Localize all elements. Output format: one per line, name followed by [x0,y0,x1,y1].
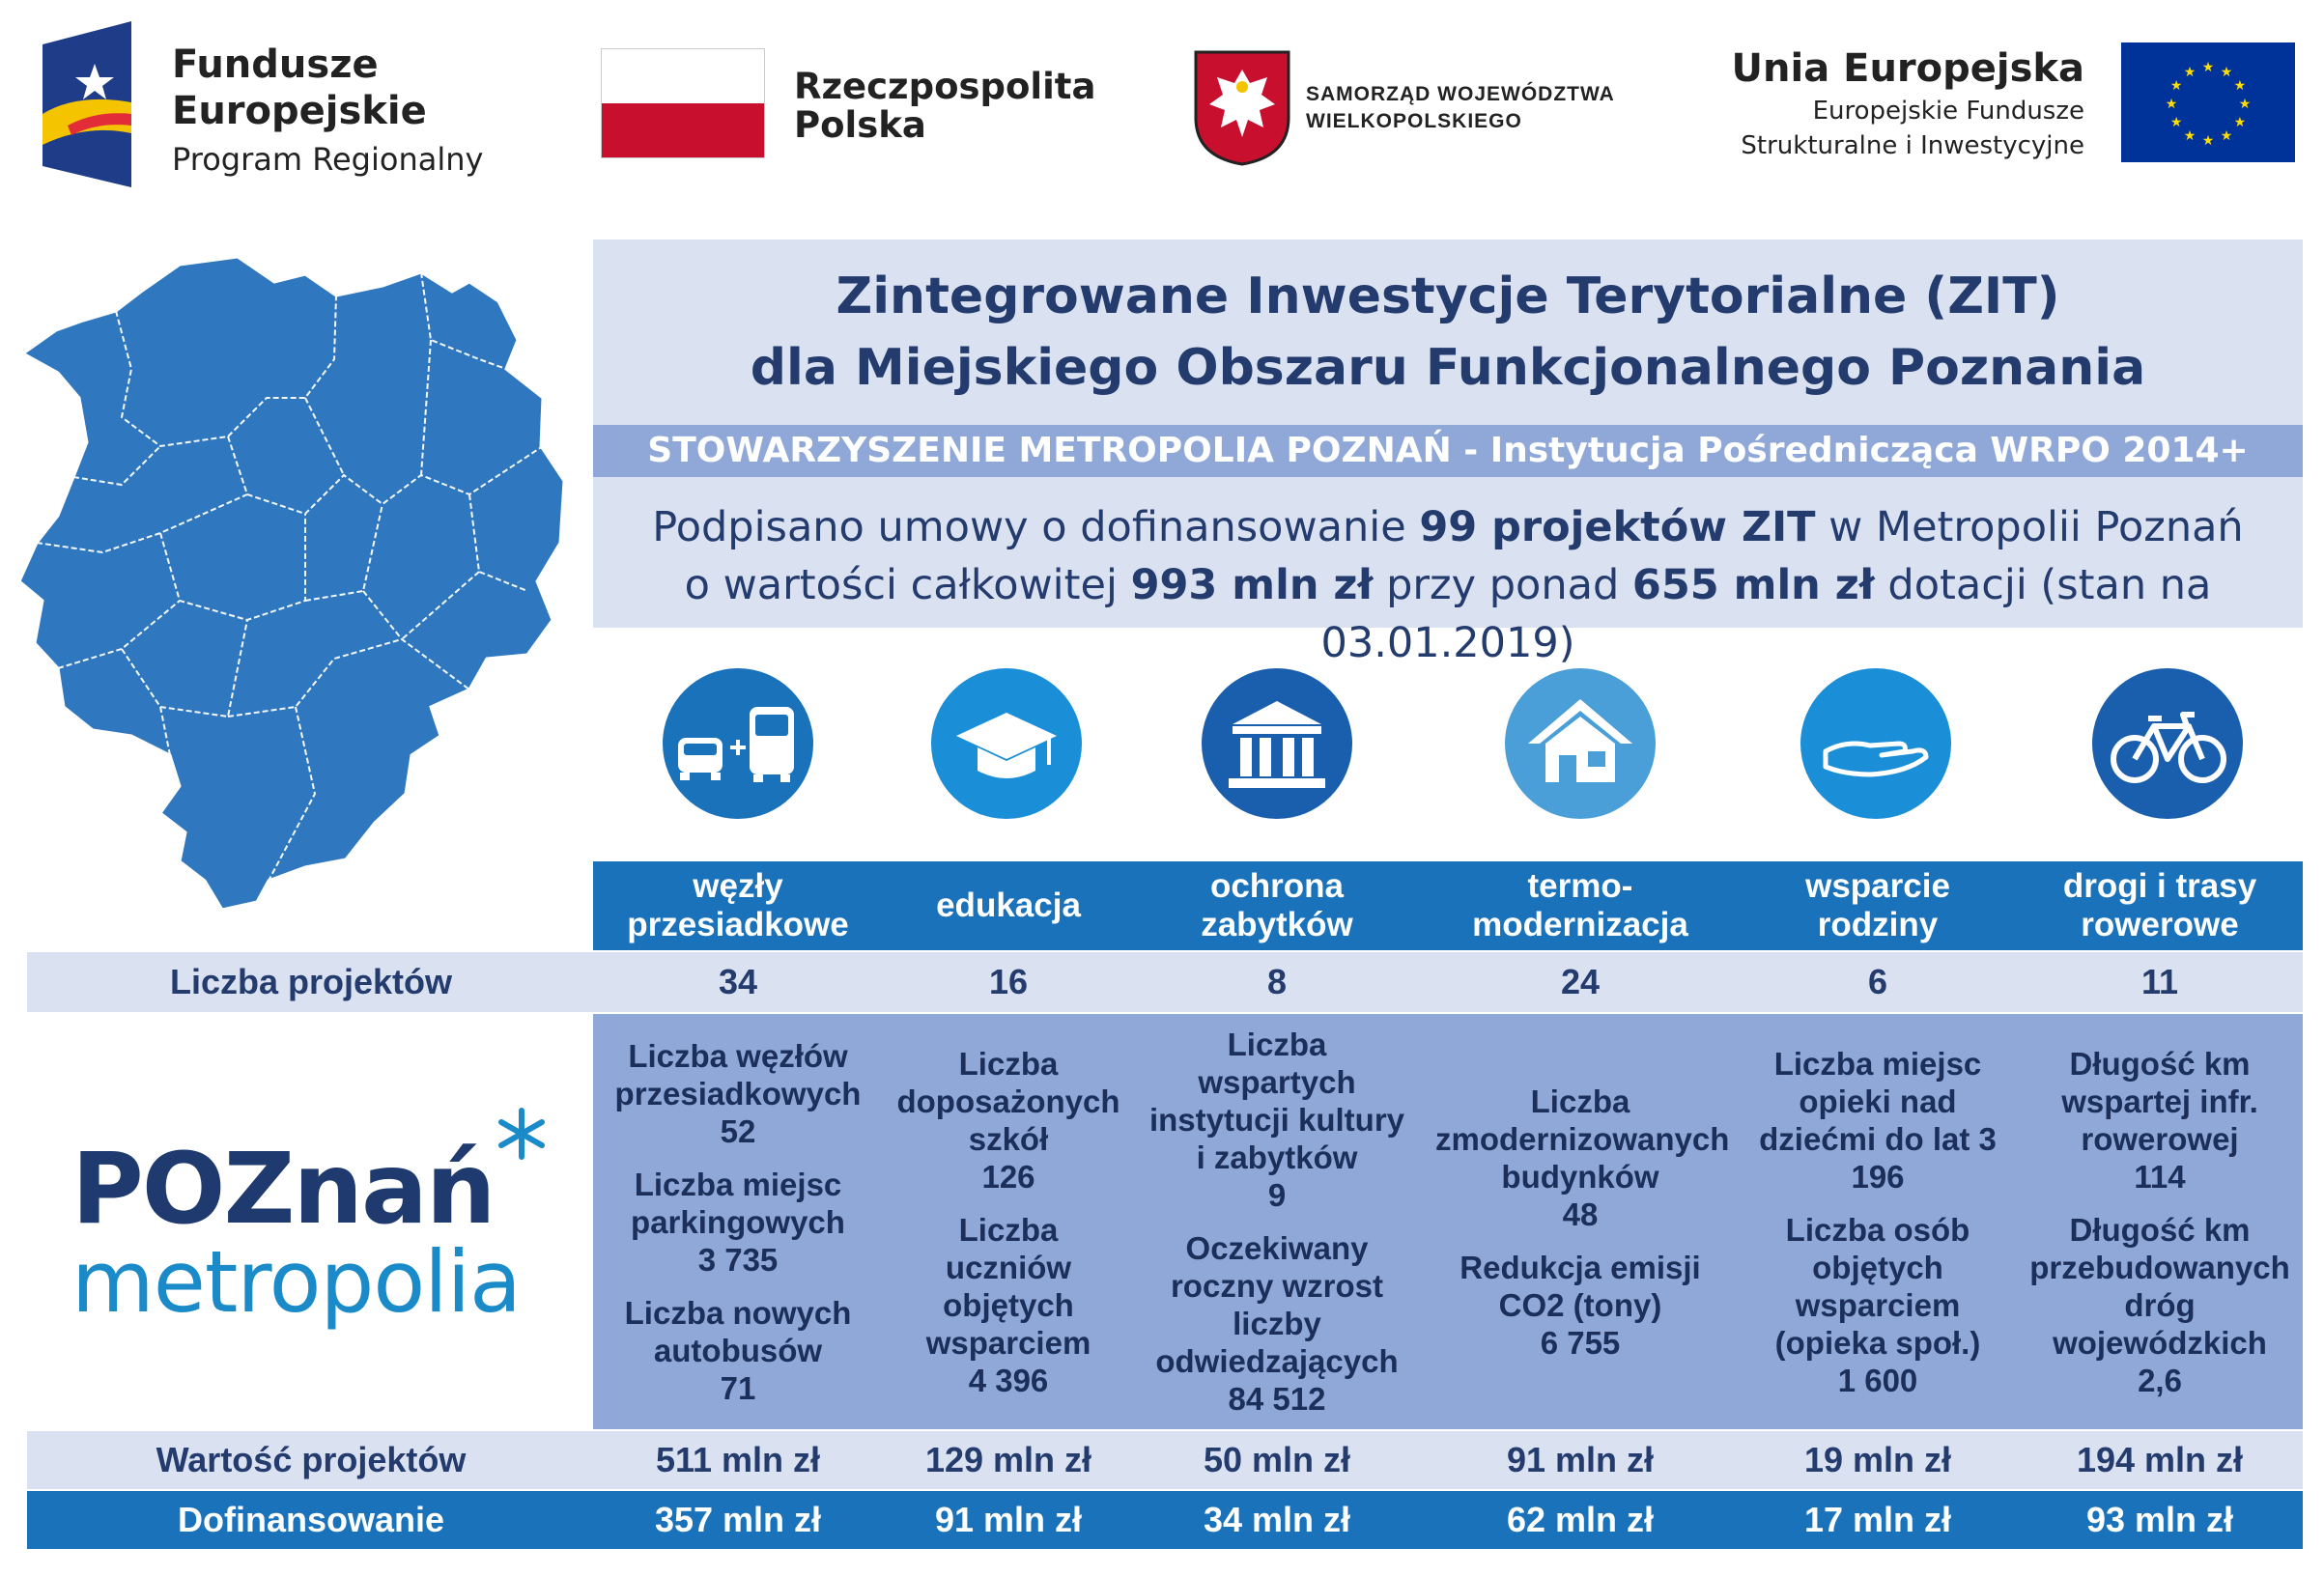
category-label-line1: wsparcie [1805,867,1950,905]
indicator-label: wsparciem [925,1324,1091,1361]
indicator-label: wspartej infr. [2061,1083,2258,1119]
fe-program-line: Program Regionalny [172,141,484,178]
indicator-label: odwiedzających [1155,1343,1399,1379]
eu-star-icon: ★ [2169,114,2183,129]
indicator-value: 9 [1267,1177,1287,1213]
indicator-label: zmodernizowanych [1435,1120,1730,1157]
project-value: 194 mln zł [2076,1440,2244,1479]
asterisk-icon [495,1107,549,1161]
indicator-cell [2015,1014,2305,1429]
indicator-label: uczniów [945,1249,1072,1285]
eu-star-icon: ★ [2201,59,2215,74]
summary-part-d: o wartości całkowitej [684,561,1131,609]
fundusze-europejskie-logo [39,17,135,191]
indicator-value: 2,6 [2138,1362,2182,1398]
eu-star-icon: ★ [2165,96,2178,111]
eu-star-icon: ★ [2220,127,2233,143]
project-count: 6 [1867,962,1888,1001]
category-label-line2: modernizacja [1472,906,1688,943]
indicator-label: Liczba [958,1045,1059,1082]
indicator-cell [593,1014,883,1429]
indicator-label: rowerowej [2081,1120,2239,1157]
indicator-label: budynków [1501,1158,1659,1195]
summary-total-value: 993 mln zł [1130,561,1374,609]
category-label [936,886,1081,925]
bicycle-icon [2090,666,2245,821]
eu-star-icon: ★ [2233,77,2247,93]
category-label-line2: rodziny [1817,906,1939,943]
eu-star-icon: ★ [2169,77,2183,93]
indicator-label: wspartych [1198,1064,1356,1100]
category-header-6 [2025,861,2295,950]
project-value: 511 mln zł [655,1440,821,1479]
indicator-label: Oczekiwany [1185,1230,1369,1266]
indicator-block [593,1166,883,1279]
project-count: 16 [988,962,1029,1001]
count-row-label: Liczba projektów [169,962,453,1001]
museum-icon [1200,666,1354,821]
indicator-label: Liczba [1227,1027,1327,1062]
indicator-label: Liczba [958,1211,1059,1248]
indicator-label: liczby [1233,1306,1321,1341]
indicator-block [1733,1211,2023,1399]
indicator-value: 52 [720,1112,756,1149]
metropolis-map [15,253,576,919]
eu-star-icon: ★ [2183,64,2196,80]
summary-grant-value: 655 mln zł [1631,561,1875,609]
indicator-cell [1733,1014,2023,1429]
indicator-block [1733,1045,2023,1196]
rp-name-line2: Polska [794,104,926,146]
indicator-label: przebudowanych [2029,1249,2290,1285]
project-value: 91 mln zł [1506,1440,1655,1479]
fe-name-line2: Europejskie [172,89,427,133]
indicator-block [593,1294,883,1407]
indicator-value: 1 600 [1837,1362,1918,1398]
transfer-hub-icon [661,666,815,821]
indicator-label: roczny wzrost [1170,1268,1384,1304]
category-label-line2: przesiadkowe [627,906,849,943]
funding-row-label: Dofinansowanie [177,1500,445,1539]
samorzad-line1: SAMORZĄD WOJEWÓDZTWA [1306,83,1615,105]
indicator-value: 4 396 [968,1362,1049,1398]
fe-name-line1: Fundusze [172,42,379,87]
eu-flag-icon [2121,42,2295,162]
ue-name-line3: Strukturalne i Inwestycyjne [1741,131,2084,160]
indicator-block [1435,1249,1725,1362]
eu-star-icon: ★ [2238,96,2252,111]
indicator-label: instytucji kultury [1148,1102,1405,1138]
indicator-label: i zabytków [1196,1140,1358,1175]
category-label-line2: rowerowe [2081,906,2239,943]
subtitle-strip-text: STOWARZYSZENIE METROPOLIA POZNAŃ - Instytucja Pośrednicząca WRPO 2014+ [647,431,2249,470]
indicator-label: Liczba węzłów [628,1037,848,1074]
graduation-cap-icon [929,666,1084,821]
category-label-line1: ochrona [1209,867,1345,905]
category-label-line1: drogi i trasy [2062,867,2257,905]
category-label-line1: edukacja [936,886,1081,924]
summary-text [593,498,2303,672]
indicator-label: szkół [968,1120,1049,1157]
indicator-value: 6 755 [1540,1324,1621,1361]
category-label [627,867,849,944]
project-count: 8 [1266,962,1288,1001]
indicator-block [864,1211,1153,1399]
project-funding: 91 mln zł [934,1500,1083,1539]
project-count: 34 [718,962,758,1001]
value-row-label: Wartość projektów [156,1440,467,1479]
polish-flag-icon [601,48,765,158]
project-funding: 62 mln zł [1506,1500,1655,1539]
category-header-1 [603,861,873,950]
category-header-5 [1743,861,2013,950]
indicator-label: Liczba [1530,1083,1630,1119]
page-title [593,261,2303,404]
indicator-label: (opieka społ.) [1774,1324,1981,1361]
indicator-value: 48 [1562,1196,1599,1232]
summary-part-f: przy ponad [1373,561,1632,609]
project-count: 24 [1560,962,1601,1001]
project-value: 129 mln zł [924,1440,1092,1479]
summary-projects: 99 projektów ZIT [1419,503,1816,551]
project-value: 19 mln zł [1803,1440,1952,1479]
indicator-block [593,1037,883,1150]
indicator-label: autobusów [653,1332,823,1368]
indicator-value: 126 [981,1158,1035,1195]
indicator-label: Liczba miejsc [1773,1045,1982,1082]
brand-logo-subtitle: metropolia [71,1232,521,1332]
indicator-block [1132,1026,1422,1214]
indicator-value: 196 [1851,1158,1905,1195]
ue-name-line1: Unia Europejska [1731,46,2084,91]
title-line2: dla Miejskiego Obszaru Funkcjonalnego Poznania [750,339,2146,397]
summary-part-a: Podpisano umowy o dofinansowanie [652,503,1420,551]
indicator-label: dróg [2124,1286,2196,1323]
indicator-label: wsparciem [1795,1286,1961,1323]
summary-part-c: w Metropolii Poznań [1815,503,2244,551]
eu-star-icon: ★ [2220,64,2233,80]
indicator-label: przesiadkowych [614,1075,862,1112]
brand-logo-name: POZnań [71,1132,495,1247]
indicator-label: Liczba miejsc [634,1166,842,1202]
title-line1: Zintegrowane Inwestycje Terytorialne (ZIT) [836,267,2060,325]
house-icon [1503,666,1658,821]
fe-flag-icon [39,17,135,191]
project-count: 11 [2140,962,2179,1001]
indicator-label: objętych [943,1286,1074,1323]
category-label [2063,867,2256,944]
indicator-label: Liczba nowych [624,1294,852,1331]
indicator-cell [1435,1014,1730,1429]
category-label-line2: zabytków [1201,906,1353,943]
wielkopolska-coat-of-arms-icon [1192,48,1292,168]
category-header-3 [1142,861,1412,950]
indicator-value: 3 735 [697,1241,779,1278]
indicator-cell [864,1014,1153,1429]
project-value: 50 mln zł [1203,1440,1351,1479]
category-header-4 [1445,861,1715,950]
indicator-label: parkingowych [631,1203,845,1240]
indicator-value: 71 [720,1369,756,1406]
category-label [1805,867,1950,944]
indicator-label: dziećmi do lat 3 [1759,1120,1997,1157]
indicator-label: CO2 (tony) [1498,1286,1662,1323]
project-funding: 17 mln zł [1803,1500,1952,1539]
category-header-2 [873,861,1144,950]
category-label-line1: węzły [693,867,783,905]
indicator-value: 114 [2134,1158,2186,1195]
indicator-label: Redukcja emisji [1460,1249,1701,1285]
indicator-label: Długość km [2069,1211,2251,1248]
indicator-label: wojewódzkich [2053,1324,2267,1361]
category-label [1472,867,1688,944]
project-funding: 93 mln zł [2085,1500,2234,1539]
indicator-label: Długość km [2069,1045,2251,1082]
indicator-block [1435,1083,1730,1233]
indicator-label: opieki nad [1799,1083,1957,1119]
project-funding: 34 mln zł [1203,1500,1351,1539]
indicator-cell [1132,1014,1422,1429]
category-label [1201,867,1353,944]
indicator-value: 84 512 [1228,1381,1326,1417]
samorzad-line2: WIELKOPOLSKIEGO [1306,110,1522,132]
summary-part-h: dotacji (stan na 03.01.2019) [1320,561,2212,667]
indicator-block [2015,1045,2305,1196]
category-label-line1: termo- [1527,867,1633,905]
rp-name-line1: Rzeczpospolita [794,66,1096,107]
eu-star-icon: ★ [2201,132,2215,148]
eu-star-icon: ★ [2183,127,2196,143]
indicator-label: Liczba osób [1785,1211,1970,1248]
indicator-block [1132,1229,1422,1418]
ue-name-line2: Europejskie Fundusze [1812,97,2084,126]
helping-hand-icon [1799,666,1953,821]
indicator-block [2015,1211,2305,1399]
indicator-label: doposażonych [896,1083,1120,1119]
eu-star-icon: ★ [2233,114,2247,129]
indicator-label: objętych [1812,1249,1943,1285]
project-funding: 357 mln zł [654,1500,822,1539]
indicator-block [864,1045,1153,1196]
